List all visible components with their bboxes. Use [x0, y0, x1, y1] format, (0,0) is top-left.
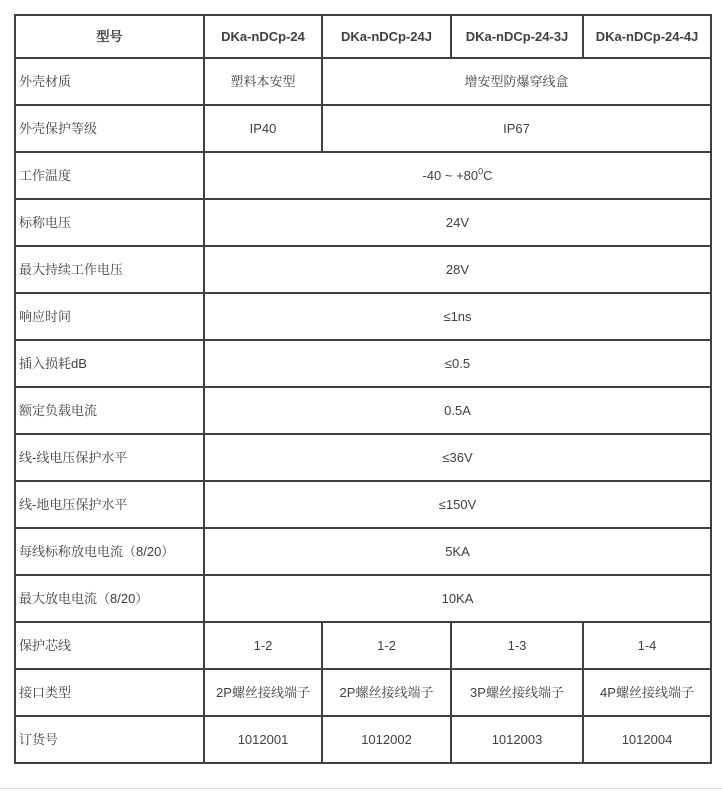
cell-shell-material-others: 增安型防爆穿线盒 [322, 58, 711, 105]
cell-enclosure-rating-basic: IP40 [204, 105, 322, 152]
spec-table [14, 14, 712, 764]
row-label: 外壳材质 [15, 58, 204, 105]
cell-protected-cores-1: 1-2 [204, 622, 322, 669]
row-response-time [15, 293, 711, 340]
row-insertion-loss [15, 340, 711, 387]
cell-interface-type-3: 3P螺丝接线端子 [451, 669, 583, 716]
row-max-discharge-current [15, 575, 711, 622]
row-nominal-discharge-current-per-line [15, 528, 711, 575]
cell-protected-cores-2: 1-2 [322, 622, 451, 669]
temp-value-superscript: 0 [478, 166, 484, 177]
row-shell-material [15, 58, 711, 105]
row-enclosure-rating [15, 105, 711, 152]
row-label: 额定负载电流 [15, 387, 204, 434]
row-rated-load-current [15, 387, 711, 434]
temp-value-base: -40 ~ +80 [422, 167, 479, 183]
cell-line-to-line-protection-level: ≤36V [204, 434, 711, 481]
temp-value-unit: C [483, 167, 493, 183]
row-max-continuous-operating-voltage [15, 246, 711, 293]
cell-line-to-ground-protection-level: ≤150V [204, 481, 711, 528]
cell-max-discharge-current: 10KA [204, 575, 711, 622]
cell-rated-load-current: 0.5A [204, 387, 711, 434]
row-order-number [15, 716, 711, 763]
cell-nominal-discharge-current-per-line: 5KA [204, 528, 711, 575]
row-label: 线-地电压保护水平 [15, 481, 204, 528]
header-model-4: DKa-nDCp-24-4J [583, 15, 711, 58]
row-interface-type [15, 669, 711, 716]
row-label: 工作温度 [15, 152, 204, 199]
cell-protected-cores-3: 1-3 [451, 622, 583, 669]
cell-interface-type-1: 2P螺丝接线端子 [204, 669, 322, 716]
row-line-to-line-protection-level [15, 434, 711, 481]
header-model-3: DKa-nDCp-24-3J [451, 15, 583, 58]
row-protected-cores [15, 622, 711, 669]
row-label: 外壳保护等级 [15, 105, 204, 152]
row-label: 保护芯线 [15, 622, 204, 669]
cell-enclosure-rating-others: IP67 [322, 105, 711, 152]
cell-max-continuous-operating-voltage: 28V [204, 246, 711, 293]
row-label: 响应时间 [15, 293, 204, 340]
row-label: 最大放电电流（8/20） [15, 575, 204, 622]
cell-order-number-4: 1012004 [583, 716, 711, 763]
page-bottom-divider [0, 788, 722, 789]
row-label: 每线标称放电电流（8/20） [15, 528, 204, 575]
cell-insertion-loss: ≤0.5 [204, 340, 711, 387]
row-label: 订货号 [15, 716, 204, 763]
row-line-to-ground-protection-level [15, 481, 711, 528]
cell-interface-type-4: 4P螺丝接线端子 [583, 669, 711, 716]
cell-protected-cores-4: 1-4 [583, 622, 711, 669]
cell-response-time: ≤1ns [204, 293, 711, 340]
row-label: 线-线电压保护水平 [15, 434, 204, 481]
header-model-2: DKa-nDCp-24J [322, 15, 451, 58]
row-label: 最大持续工作电压 [15, 246, 204, 293]
cell-interface-type-2: 2P螺丝接线端子 [322, 669, 451, 716]
cell-nominal-voltage: 24V [204, 199, 711, 246]
header-model-1: DKa-nDCp-24 [204, 15, 322, 58]
cell-order-number-3: 1012003 [451, 716, 583, 763]
row-label: 标称电压 [15, 199, 204, 246]
row-working-temperature [15, 152, 711, 199]
cell-working-temperature [204, 152, 711, 199]
row-label: 接口类型 [15, 669, 204, 716]
cell-order-number-2: 1012002 [322, 716, 451, 763]
cell-shell-material-basic: 塑料本安型 [204, 58, 322, 105]
table-header-row [15, 15, 711, 58]
header-model-label: 型号 [15, 15, 204, 58]
row-label: 插入损耗dB [15, 340, 204, 387]
cell-order-number-1: 1012001 [204, 716, 322, 763]
row-nominal-voltage [15, 199, 711, 246]
